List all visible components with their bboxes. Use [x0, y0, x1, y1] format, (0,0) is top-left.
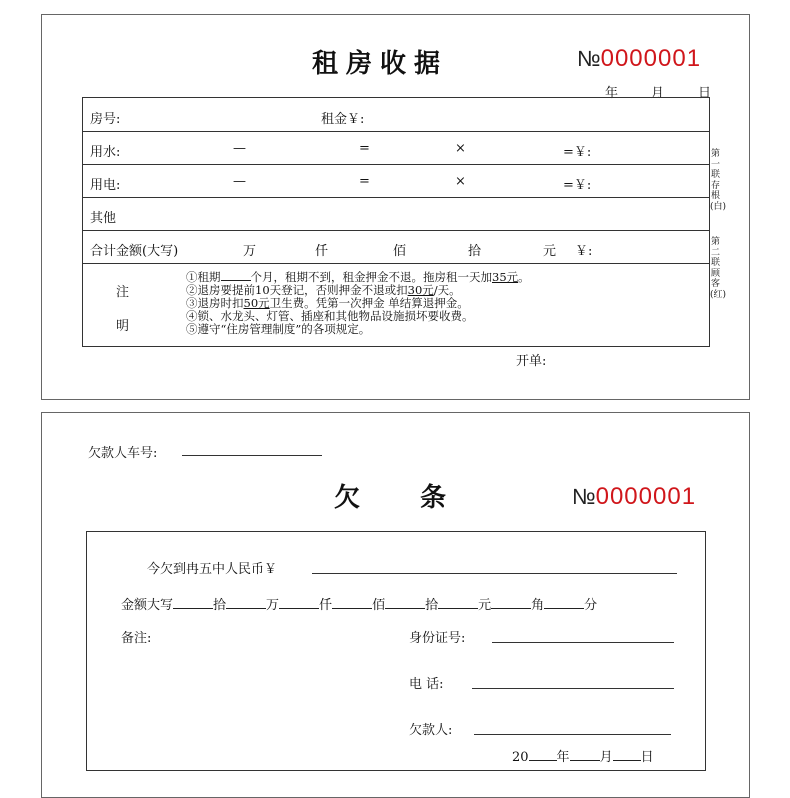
receipt-number-value: 0000001	[600, 45, 702, 72]
debtor-plate-label: 欠款人车号:	[88, 446, 158, 461]
row-divider	[83, 131, 709, 132]
number-symbol: №	[577, 46, 601, 71]
unit-qian: 仟	[315, 244, 329, 259]
water-times: ×	[455, 141, 466, 156]
amount-words-row: 金额大写 拾 万 仟 佰 拾 元 角 分	[121, 598, 598, 613]
note-label-1: 注	[116, 285, 130, 300]
debtor-plate-line	[182, 455, 322, 456]
rent-receipt	[41, 14, 750, 400]
owe-amount-line	[312, 573, 677, 574]
electricity-total: =￥:	[563, 178, 592, 193]
note-line-3: ③退房时扣50元卫生费。凭第一次押金 单结算退押金。	[186, 296, 469, 310]
water-total: =￥:	[563, 145, 592, 160]
date-day-label: 日	[698, 86, 712, 101]
iou-number	[572, 483, 696, 511]
copy-label-stub: 第一联存根(白)	[710, 149, 727, 212]
debtor-label: 欠款人:	[409, 723, 453, 738]
electricity-dash: —	[233, 174, 246, 189]
phone-line	[472, 688, 674, 689]
electricity-equals: =	[359, 174, 370, 189]
rent-amount-label: 租金￥:	[321, 112, 365, 127]
number-symbol: №	[572, 484, 596, 509]
row-divider	[83, 164, 709, 165]
unit-wan: 万	[243, 244, 257, 259]
row-divider	[83, 197, 709, 198]
remark-label: 备注:	[121, 631, 152, 646]
unit-shi: 拾	[468, 244, 482, 259]
issuer-label: 开单:	[516, 354, 547, 369]
water-equals: =	[359, 141, 370, 156]
note-line-4: ④锁、水龙头、灯管、插座和其他物品设施损坏要收费。	[186, 309, 474, 323]
water-dash: —	[233, 141, 246, 156]
iou-number-value: 0000001	[595, 483, 697, 510]
receipt-title: 租房收据	[312, 49, 449, 79]
note-line-2: ②退房要提前10天登记，否则押金不退或扣30元/天。	[186, 283, 461, 297]
row-divider	[83, 263, 709, 264]
iou-note	[41, 412, 750, 798]
date-month-label: 月	[651, 86, 665, 101]
unit-bai: 佰	[393, 244, 407, 259]
iou-box	[86, 531, 706, 771]
receipt-number	[577, 45, 701, 73]
iou-date: 20 年 月 日	[512, 750, 654, 765]
phone-label: 电 话:	[409, 677, 444, 692]
notes-block	[186, 268, 530, 336]
electricity-label: 用电:	[90, 178, 121, 193]
note-line-1: ①租期 个月，租期不到，租金押金不退。拖房租一天加35元。	[186, 270, 530, 284]
unit-yen: ￥:	[575, 244, 593, 259]
note-label-2: 明	[116, 319, 130, 334]
id-number-label: 身份证号:	[409, 631, 466, 646]
iou-title: 欠条	[334, 483, 507, 513]
id-number-line	[492, 642, 674, 643]
other-label: 其他	[90, 211, 117, 226]
electricity-times: ×	[455, 174, 466, 189]
copy-label-customer: 第二联顾客(红)	[710, 237, 727, 300]
row-divider	[83, 230, 709, 231]
receipt-table	[82, 97, 710, 347]
unit-yuan: 元	[543, 244, 557, 259]
owe-line-label: 今欠到冉五中人民币￥	[147, 562, 278, 577]
note-line-5: ⑤遵守“住房管理制度”的各项规定。	[186, 322, 371, 336]
water-label: 用水:	[90, 145, 121, 160]
date-year-label: 年	[605, 86, 619, 101]
room-number-label: 房号:	[90, 112, 121, 127]
debtor-signature-line	[474, 734, 671, 735]
total-label: 合计金额(大写)	[90, 244, 179, 259]
